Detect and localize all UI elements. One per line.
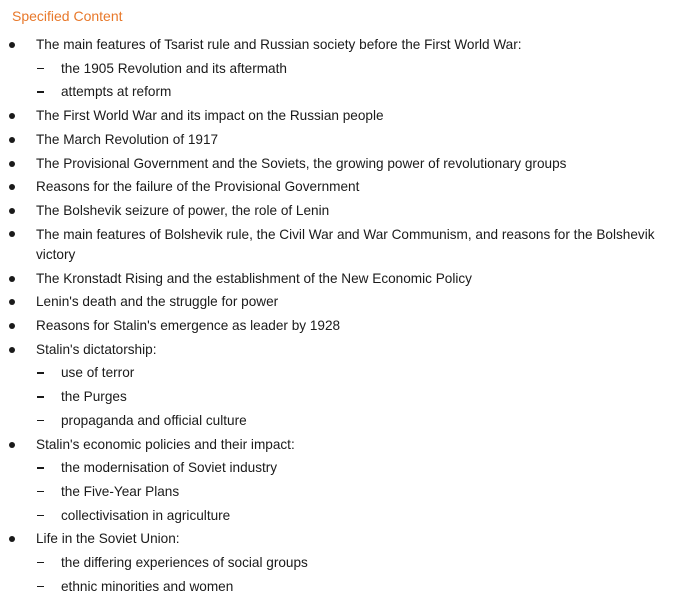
list-item: [0, 527, 689, 551]
list-item-text: Stalin's economic policies and their impact:: [36, 436, 295, 452]
sub-list-item: [0, 551, 689, 575]
list-item-text: The Kronstadt Rising and the establishment of the New Economic Policy: [36, 270, 472, 286]
list-item: [0, 199, 689, 223]
sub-list-item-text: the 1905 Revolution and its aftermath: [61, 60, 287, 76]
list-item: [0, 267, 689, 291]
dash-icon: [37, 586, 44, 587]
sub-list-item-text: the differing experiences of social groups: [61, 555, 308, 571]
sub-list-item: [0, 80, 689, 104]
bullet-icon: [9, 299, 15, 305]
sub-list-item: [0, 456, 689, 480]
sub-list-item: [0, 504, 689, 528]
bullet-icon: [9, 323, 15, 329]
sub-list-item-text: collectivisation in agriculture: [61, 507, 231, 523]
bullet-icon: [9, 161, 15, 167]
list-item: [0, 128, 689, 152]
bullet-icon: [9, 113, 15, 119]
list-item-text: The First World War and its impact on the Russian people: [36, 108, 384, 124]
dash-icon: [37, 562, 44, 563]
bullet-icon: [9, 208, 15, 214]
list-item-text: The main features of Bolshevik rule, the Civil War and War Communism, and reasons for the Bolshevik victory: [36, 226, 655, 262]
list-item-text: Reasons for the failure of the Provisional Government: [36, 179, 360, 195]
sub-list-item: [0, 480, 689, 504]
sub-list-item: [0, 409, 689, 433]
list-item-text: Life in the Soviet Union:: [36, 531, 180, 547]
sub-list-item-text: the modernisation of Soviet industry: [61, 460, 278, 476]
dash-icon: [37, 372, 44, 373]
list-item: [0, 175, 689, 199]
list-item: [0, 290, 689, 314]
list-item: [0, 433, 689, 457]
list-item-text: Reasons for Stalin's emergence as leader by 1928: [36, 318, 341, 334]
dash-icon: [37, 515, 44, 516]
bullet-icon: [9, 231, 15, 237]
sub-list-item-text: the Purges: [61, 389, 127, 405]
content-list: [0, 33, 689, 598]
bullet-icon: [9, 347, 15, 353]
sub-list-item-text: attempts at reform: [61, 84, 172, 100]
list-item-text: The March Revolution of 1917: [36, 131, 219, 147]
bullet-icon: [9, 276, 15, 282]
sub-list-item: [0, 57, 689, 81]
section-heading: Specified Content: [12, 8, 123, 24]
bullet-icon: [9, 137, 15, 143]
dash-icon: [37, 467, 44, 468]
list-item: [0, 223, 689, 267]
dash-icon: [37, 91, 44, 92]
list-item: [0, 33, 689, 57]
bullet-icon: [9, 536, 15, 542]
sub-list-item-text: ethnic minorities and women: [61, 578, 234, 594]
list-item-text: The Provisional Government and the Soviets, the growing power of revolutionary groups: [36, 155, 567, 171]
list-item: [0, 152, 689, 176]
list-item: [0, 314, 689, 338]
list-item-text: Lenin's death and the struggle for power: [36, 294, 279, 310]
list-item: [0, 104, 689, 128]
sub-list-item-text: use of terror: [61, 365, 135, 381]
sub-list-item: [0, 385, 689, 409]
dash-icon: [37, 68, 44, 69]
dash-icon: [37, 491, 44, 492]
dash-icon: [37, 396, 44, 397]
bullet-icon: [9, 442, 15, 448]
sub-list-item: [0, 361, 689, 385]
list-item-text: The main features of Tsarist rule and Russian society before the First World War:: [36, 37, 522, 52]
sub-list-item-text: propaganda and official culture: [61, 412, 247, 428]
sub-list-item: [0, 575, 689, 599]
bullet-icon: [9, 42, 15, 48]
dash-icon: [37, 420, 44, 421]
list-item: [0, 338, 689, 362]
list-item-text: The Bolshevik seizure of power, the role of Lenin: [36, 202, 330, 218]
sub-list-item-text: the Five-Year Plans: [61, 483, 180, 499]
bullet-icon: [9, 184, 15, 190]
list-item-text: Stalin's dictatorship:: [36, 341, 157, 357]
